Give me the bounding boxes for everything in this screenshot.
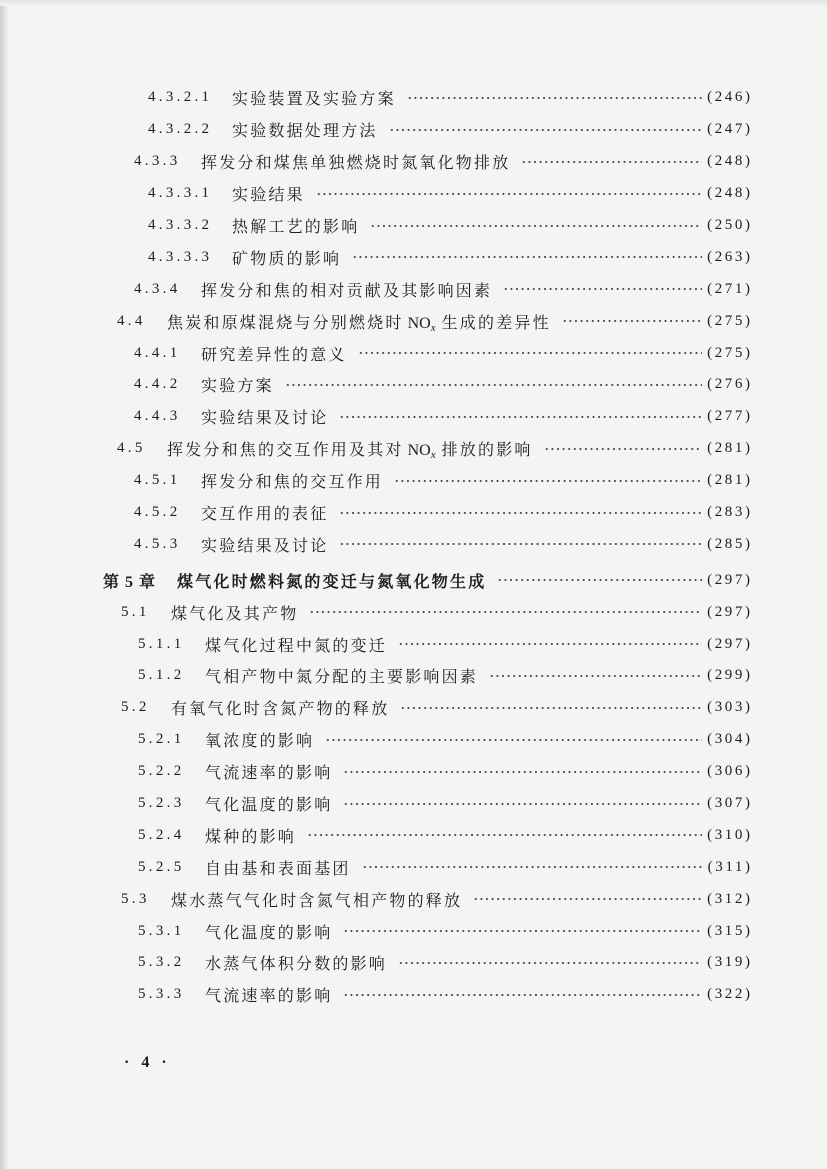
section-title-text: 焦炭和原煤混烧与分别燃烧时 [167,314,404,332]
toc-chapter-entry [0,564,753,596]
formula-subscript: x [430,321,436,334]
section-title: 实验结果及讨论 [201,537,329,555]
page-number: (297) [707,635,753,652]
section-title: 气流速率的影响 [205,988,333,1006]
dot-leader [389,128,702,132]
section-number: 4.4.1 [134,344,181,361]
page-number: (322) [707,986,753,1003]
section-title: 挥发分和煤焦单独燃烧时氮氧化物排放 [201,155,511,173]
scan-edge-shadow [0,0,827,6]
page-number: (250) [707,217,753,233]
page-number: (275) [707,312,753,329]
section-title-text: 排放的影响 [441,442,533,460]
page-number: (306) [707,763,753,780]
dot-leader [358,351,702,355]
toc-entry [0,82,753,114]
dot-leader [503,287,702,291]
section-number: 5.3.1 [138,922,185,939]
toc-entry [4,788,753,820]
section-number: 4.3.2.2 [148,121,213,138]
dot-leader [316,192,702,196]
section-number: 4.3.3.3 [148,248,213,265]
section-title-text: 挥发分和焦的交互作用及其对 [167,442,404,460]
toc-entry [0,465,753,497]
page-number: (277) [707,408,753,425]
toc-entry [4,979,753,1011]
dot-leader [309,610,702,614]
section-number: 4.4 [117,312,146,329]
page-number: (315) [707,922,753,939]
formula-base: NO [407,442,431,460]
page-number: (299) [707,667,753,684]
chemical-formula [408,315,436,332]
section-number: 5.2.3 [138,795,185,812]
formula-subscript: x [430,449,436,462]
page-number: (281) [707,472,753,489]
page-number: (312) [707,890,753,907]
page-number: (248) [707,185,753,202]
page-number: (263) [707,248,753,265]
toc-entry [0,146,753,178]
section-title: 煤气化过程中氮的变迁 [205,637,388,655]
dot-leader [489,674,702,678]
section-number: 5.2 [121,699,150,716]
section-number: 4.5.3 [134,535,181,552]
page-number: (281) [707,440,753,457]
dot-leader [343,993,702,997]
section-title [167,310,551,333]
section-title-text: 生成的差异性 [441,314,551,332]
section-number: 4.3.2.1 [148,89,213,106]
section-number: 5.1.1 [138,635,185,652]
page-number: (248) [707,153,753,170]
page-number: (275) [707,344,753,361]
section-number: 5.2.2 [138,763,185,780]
toc-entry [0,241,753,273]
dot-leader [343,770,702,774]
section-number: 5.2.1 [138,731,185,748]
dot-leader [544,447,702,451]
section-number: 4.3.3 [134,153,181,170]
page-number: (285) [707,535,753,552]
section-number: 4.4.3 [134,408,181,425]
chapter-title: 煤气化时燃料氮的变迁与氮氧化物生成 [177,573,487,591]
page-number: (310) [707,826,753,843]
section-title [167,437,533,460]
section-title: 有氧气化时含氮产物的释放 [171,701,390,719]
section-title: 挥发分和焦的相对贡献及其影响因素 [201,282,493,300]
section-title: 煤水蒸气气化时含氮气相产物的释放 [171,892,463,910]
dot-leader [400,706,702,710]
page-number: (319) [707,954,753,971]
section-title: 实验装置及实验方案 [232,91,396,109]
section-number: 4.3.3.1 [148,185,213,202]
toc-entry [0,401,753,433]
page-number: (297) [707,571,753,588]
dot-leader [285,383,702,387]
dot-leader [398,961,702,965]
page-folio: · 4 · [124,1054,171,1071]
toc-entry [0,114,753,146]
section-title: 研究差异性的意义 [201,346,347,364]
section-number: 4.5.1 [134,472,181,489]
section-title: 水蒸气体积分数的影响 [205,956,388,974]
dot-leader [339,542,702,546]
dot-leader [394,479,702,483]
toc-entry [4,819,753,851]
dot-leader [339,415,702,419]
page-number: (303) [707,699,753,716]
section-title: 气流速率的影响 [205,765,333,783]
dot-leader [473,897,702,901]
table-of-contents [0,82,753,1011]
page-number: (246) [707,89,753,106]
page-number: (297) [707,603,753,620]
toc-entry [4,692,753,724]
toc-entry [4,628,753,660]
page-number: (283) [707,504,753,521]
section-title: 氧浓度的影响 [205,733,315,751]
dot-leader [343,802,702,806]
dot-leader [307,833,702,837]
formula-base: NO [407,314,431,332]
section-title: 实验结果及讨论 [201,410,329,428]
page-number: (311) [707,858,753,875]
section-number: 4.5.2 [134,504,181,521]
section-number: 5.2.5 [138,858,185,875]
dot-leader [521,160,702,164]
page-number: (276) [707,376,753,393]
chapter-5-entries [0,596,753,1011]
chapter-number: 第 5 章 [103,573,157,591]
section-title: 实验数据处理方法 [232,123,378,141]
section-title: 气化温度的影响 [205,924,333,942]
toc-entry [4,660,753,692]
toc-entry [4,724,753,756]
toc-entry [4,756,753,788]
toc-entry [0,178,753,210]
toc-entry [0,528,753,560]
section-title: 实验结果 [232,187,305,205]
dot-leader [370,224,702,228]
section-title: 实验方案 [201,378,274,396]
section-title: 煤气化及其产物 [171,605,299,623]
dot-leader [343,929,702,933]
section-number: 4.3.3.2 [148,217,213,233]
section-number: 5.1.2 [138,667,185,684]
dot-leader [407,96,702,100]
section-number: 4.5 [117,440,146,457]
section-number: 5.1 [121,603,150,620]
section-title: 煤种的影响 [205,828,297,846]
dot-leader [325,738,702,742]
dot-leader [362,865,703,869]
section-number: 4.4.2 [134,376,181,393]
toc-entry [0,497,753,529]
section-number: 5.3.3 [138,986,185,1003]
toc-entry [0,305,753,337]
dot-leader [352,255,702,259]
dot-leader [398,642,702,646]
toc-entry [4,596,753,628]
section-title: 自由基和表面基团 [205,860,351,878]
toc-entry [0,210,753,242]
section-number: 4.3.4 [134,280,181,297]
chemical-formula [407,442,436,462]
section-number: 5.3.2 [138,954,185,971]
toc-entry [0,369,753,401]
section-title: 挥发分和焦的交互作用 [201,474,384,492]
toc-entry [0,433,753,465]
toc-entry [4,947,753,979]
toc-entry [4,851,753,883]
dot-leader [339,511,702,515]
section-title: 矿物质的影响 [232,250,342,268]
page-number: (307) [707,795,753,812]
dot-leader [562,319,702,323]
page-number: (247) [707,121,753,138]
section-number: 5.3 [121,890,150,907]
page-number: (271) [707,280,753,297]
section-title: 热解工艺的影响 [232,219,360,236]
dot-leader [497,578,702,582]
toc-entry [4,915,753,947]
section-title: 交互作用的表征 [201,506,329,524]
page-number: (304) [707,731,753,748]
section-title: 气化温度的影响 [205,797,333,815]
toc-entry [0,273,753,305]
toc-entry [4,883,753,915]
toc-entry [0,337,753,369]
section-title: 气相产物中氮分配的主要影响因素 [205,669,479,687]
section-number: 5.2.4 [138,826,185,843]
